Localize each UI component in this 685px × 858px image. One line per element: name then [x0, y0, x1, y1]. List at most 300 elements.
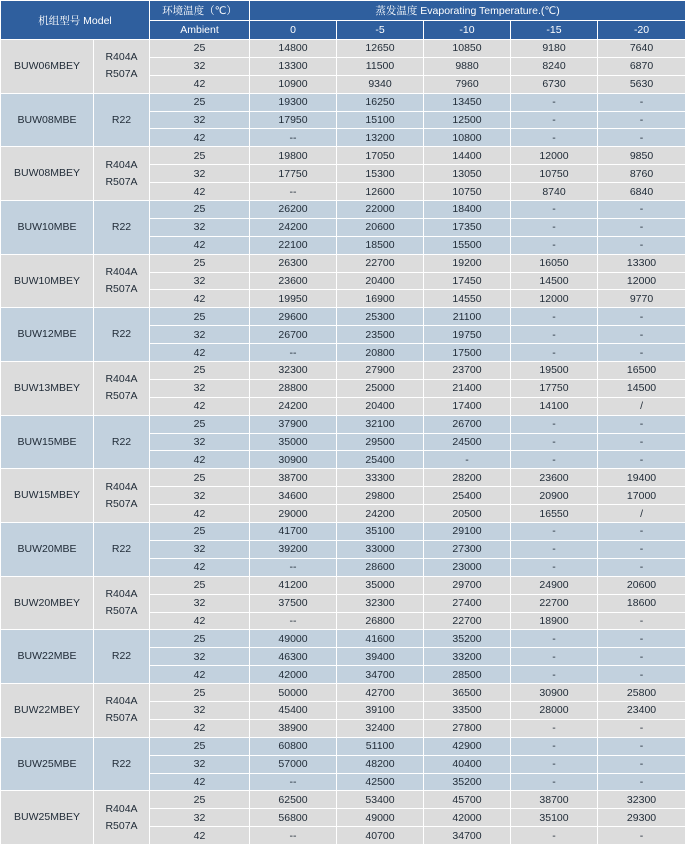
capacity-cell: 24500 [424, 433, 511, 451]
capacity-cell: 56800 [250, 809, 337, 827]
capacity-cell: 53400 [337, 791, 424, 809]
model-cell: BUW13MBEY [1, 362, 94, 416]
refrigerant-cell [94, 308, 150, 362]
model-group [1, 254, 685, 308]
refrigerant-name: R404A [105, 158, 138, 171]
capacity-cell: 9850 [598, 147, 685, 165]
capacity-cell: 34700 [337, 666, 424, 684]
capacity-cell: 60800 [250, 737, 337, 755]
capacity-cell: 16500 [598, 362, 685, 380]
capacity-cell: - [511, 558, 598, 576]
ambient-cell: 42 [150, 290, 250, 308]
capacity-cell: 35000 [250, 433, 337, 451]
capacity-cell: - [511, 433, 598, 451]
capacity-cell: 25400 [337, 451, 424, 469]
model-cell: BUW06MBEY [1, 40, 94, 94]
model-cell: BUW08MBE [1, 93, 94, 147]
model-cell: BUW22MBE [1, 630, 94, 684]
capacity-cell: 33300 [337, 469, 424, 487]
capacity-cell: 24900 [511, 576, 598, 594]
refrigerant-cell [94, 737, 150, 791]
capacity-cell: 20400 [337, 272, 424, 290]
ambient-cell: 25 [150, 308, 250, 326]
capacity-cell: 6730 [511, 75, 598, 93]
capacity-cell: - [511, 93, 598, 111]
table-row [1, 791, 685, 809]
ambient-cell: 42 [150, 666, 250, 684]
capacity-cell: 24200 [337, 505, 424, 523]
ambient-cell: 25 [150, 523, 250, 541]
ambient-cell: 42 [150, 612, 250, 630]
capacity-cell: - [598, 558, 685, 576]
capacity-cell: 39200 [250, 540, 337, 558]
capacity-cell: 15100 [337, 111, 424, 129]
capacity-cell: 26700 [424, 415, 511, 433]
table-row [1, 40, 685, 58]
capacity-cell: 10750 [424, 183, 511, 201]
refrigerant-name: R507A [105, 390, 138, 403]
capacity-cell: / [598, 505, 685, 523]
capacity-cell: 6870 [598, 57, 685, 75]
capacity-cell: - [598, 612, 685, 630]
capacity-cell: - [511, 523, 598, 541]
capacity-cell: 14800 [250, 40, 337, 58]
capacity-cell: 19750 [424, 326, 511, 344]
capacity-cell: 38700 [250, 469, 337, 487]
capacity-cell: 16900 [337, 290, 424, 308]
ambient-cell: 25 [150, 254, 250, 272]
refrigerant-name: R507A [105, 819, 138, 832]
refrigerant-cell [94, 147, 150, 201]
capacity-cell: - [598, 755, 685, 773]
capacity-cell: - [511, 540, 598, 558]
capacity-cell: 16050 [511, 254, 598, 272]
table-row [1, 254, 685, 272]
capacity-cell: 28200 [424, 469, 511, 487]
table-row [1, 362, 685, 380]
capacity-cell: 23400 [598, 701, 685, 719]
capacity-cell: 9340 [337, 75, 424, 93]
model-group [1, 469, 685, 523]
ambient-cell: 42 [150, 397, 250, 415]
ambient-header-en: Ambient [150, 21, 250, 40]
capacity-cell: 46300 [250, 648, 337, 666]
ambient-cell: 25 [150, 40, 250, 58]
table-row [1, 93, 685, 111]
refrigerant-name: R404A [105, 51, 138, 64]
ambient-cell: 25 [150, 362, 250, 380]
capacity-cell: 13050 [424, 165, 511, 183]
model-cell: BUW20MBEY [1, 576, 94, 630]
capacity-cell: - [598, 236, 685, 254]
capacity-cell: 42700 [337, 684, 424, 702]
capacity-cell: 6840 [598, 183, 685, 201]
ambient-cell: 42 [150, 236, 250, 254]
table-row [1, 415, 685, 433]
model-cell: BUW15MBE [1, 415, 94, 469]
capacity-cell: 32100 [337, 415, 424, 433]
capacity-cell: - [511, 737, 598, 755]
capacity-cell: 8240 [511, 57, 598, 75]
capacity-cell: 7960 [424, 75, 511, 93]
model-group [1, 362, 685, 416]
capacity-cell: 21100 [424, 308, 511, 326]
ambient-cell: 32 [150, 111, 250, 129]
capacity-cell: 9770 [598, 290, 685, 308]
capacity-cell: -- [250, 612, 337, 630]
capacity-cell: 9880 [424, 57, 511, 75]
capacity-cell: - [598, 326, 685, 344]
refrigerant-cell [94, 630, 150, 684]
refrigerant-cell [94, 201, 150, 255]
capacity-cell: 18900 [511, 612, 598, 630]
capacity-cell: - [598, 630, 685, 648]
capacity-cell: 10850 [424, 40, 511, 58]
capacity-cell: 13200 [337, 129, 424, 147]
capacity-cell: - [598, 93, 685, 111]
capacity-cell: - [598, 218, 685, 236]
ambient-cell: 32 [150, 165, 250, 183]
table-row [1, 576, 685, 594]
capacity-cell: 24200 [250, 397, 337, 415]
capacity-cell: 45700 [424, 791, 511, 809]
ambient-cell: 25 [150, 630, 250, 648]
ambient-cell: 42 [150, 344, 250, 362]
refrigerant-cell [94, 684, 150, 738]
capacity-cell: - [511, 451, 598, 469]
capacity-cell: - [511, 129, 598, 147]
ambient-cell: 42 [150, 451, 250, 469]
refrigerant-name: R507A [105, 68, 138, 81]
ambient-cell: 25 [150, 415, 250, 433]
capacity-cell: -- [250, 183, 337, 201]
capacity-cell: 18600 [598, 594, 685, 612]
capacity-cell: - [511, 111, 598, 129]
ambient-cell: 42 [150, 505, 250, 523]
ambient-cell: 32 [150, 487, 250, 505]
capacity-cell: 17350 [424, 218, 511, 236]
model-cell: BUW20MBE [1, 523, 94, 577]
refrigerant-cell [94, 40, 150, 94]
ambient-header-cn: 环境温度（℃） [150, 1, 250, 21]
model-cell: BUW25MBE [1, 737, 94, 791]
capacity-cell: 22100 [250, 236, 337, 254]
capacity-cell: 22700 [337, 254, 424, 272]
capacity-cell: 50000 [250, 684, 337, 702]
capacity-cell: 29700 [424, 576, 511, 594]
capacity-cell: -- [250, 827, 337, 845]
capacity-cell: 48200 [337, 755, 424, 773]
capacity-cell: - [598, 773, 685, 791]
ambient-cell: 32 [150, 379, 250, 397]
capacity-cell: 35100 [337, 523, 424, 541]
capacity-cell: 17400 [424, 397, 511, 415]
refrigerant-cell [94, 415, 150, 469]
capacity-cell: 14500 [511, 272, 598, 290]
capacity-cell: 17500 [424, 344, 511, 362]
capacity-cell: 41700 [250, 523, 337, 541]
ambient-cell: 32 [150, 648, 250, 666]
capacity-cell: - [598, 666, 685, 684]
capacity-cell: 21400 [424, 379, 511, 397]
refrigerant-name: R404A [105, 588, 138, 601]
model-header: 机组型号 Model [1, 1, 150, 40]
capacity-cell: - [511, 755, 598, 773]
capacity-cell: 18500 [337, 236, 424, 254]
capacity-cell: 29500 [337, 433, 424, 451]
capacity-cell: 17450 [424, 272, 511, 290]
capacity-cell: 42900 [424, 737, 511, 755]
capacity-cell: - [511, 773, 598, 791]
capacity-cell: 42000 [424, 809, 511, 827]
capacity-cell: 28000 [511, 701, 598, 719]
capacity-cell: 19200 [424, 254, 511, 272]
capacity-cell: - [598, 523, 685, 541]
capacity-cell: 12000 [511, 290, 598, 308]
capacity-cell: - [598, 648, 685, 666]
capacity-cell: 28600 [337, 558, 424, 576]
model-group [1, 523, 685, 577]
table-row [1, 630, 685, 648]
capacity-cell: - [598, 737, 685, 755]
capacity-cell: - [598, 308, 685, 326]
model-group [1, 630, 685, 684]
capacity-cell: -- [250, 773, 337, 791]
capacity-cell: - [511, 719, 598, 737]
capacity-cell: 35000 [337, 576, 424, 594]
capacity-cell: 45400 [250, 701, 337, 719]
capacity-cell: 15500 [424, 236, 511, 254]
capacity-cell: 42500 [337, 773, 424, 791]
capacity-cell: 15300 [337, 165, 424, 183]
capacity-cell: 17000 [598, 487, 685, 505]
capacity-cell: - [598, 415, 685, 433]
capacity-cell: 30900 [511, 684, 598, 702]
model-group [1, 308, 685, 362]
capacity-cell: 41200 [250, 576, 337, 594]
capacity-cell: 38700 [511, 791, 598, 809]
capacity-cell: - [424, 451, 511, 469]
capacity-cell: 29000 [250, 505, 337, 523]
table-row [1, 737, 685, 755]
model-group [1, 147, 685, 201]
refrigerant-name: R507A [105, 605, 138, 618]
ambient-cell: 32 [150, 540, 250, 558]
evap-temp-header: -5 [337, 21, 424, 40]
capacity-cell: 10750 [511, 165, 598, 183]
model-group [1, 415, 685, 469]
evap-temp-header: -15 [511, 21, 598, 40]
capacity-cell: 42000 [250, 666, 337, 684]
refrigerant-name: R22 [111, 220, 132, 233]
capacity-cell: 23500 [337, 326, 424, 344]
capacity-cell: 17050 [337, 147, 424, 165]
capacity-cell: 29300 [598, 809, 685, 827]
refrigerant-cell [94, 254, 150, 308]
table-row [1, 469, 685, 487]
ambient-cell: 25 [150, 147, 250, 165]
ambient-cell: 42 [150, 183, 250, 201]
model-group [1, 93, 685, 147]
ambient-cell: 25 [150, 737, 250, 755]
capacity-cell: - [598, 344, 685, 362]
capacity-cell: - [511, 201, 598, 219]
ambient-cell: 42 [150, 558, 250, 576]
model-cell: BUW15MBEY [1, 469, 94, 523]
ambient-cell: 32 [150, 809, 250, 827]
capacity-cell: 9180 [511, 40, 598, 58]
capacity-cell: 38900 [250, 719, 337, 737]
ambient-cell: 25 [150, 576, 250, 594]
capacity-cell: - [511, 415, 598, 433]
capacity-cell: 25400 [424, 487, 511, 505]
capacity-cell: 12600 [337, 183, 424, 201]
refrigerant-name: R22 [111, 650, 132, 663]
ambient-cell: 32 [150, 433, 250, 451]
model-cell: BUW08MBEY [1, 147, 94, 201]
capacity-cell: 49000 [337, 809, 424, 827]
capacity-cell: 12000 [511, 147, 598, 165]
capacity-cell: 40700 [337, 827, 424, 845]
capacity-cell: 14500 [598, 379, 685, 397]
ambient-cell: 25 [150, 791, 250, 809]
capacity-cell: 20900 [511, 487, 598, 505]
refrigerant-name: R404A [105, 480, 138, 493]
capacity-cell: 22000 [337, 201, 424, 219]
capacity-cell: - [511, 648, 598, 666]
capacity-cell: 25300 [337, 308, 424, 326]
capacity-cell: - [598, 719, 685, 737]
capacity-cell: 17950 [250, 111, 337, 129]
capacity-cell: 17750 [511, 379, 598, 397]
capacity-cell: 20600 [337, 218, 424, 236]
model-cell: BUW10MBE [1, 201, 94, 255]
capacity-cell: 26200 [250, 201, 337, 219]
evap-temp-header: -10 [424, 21, 511, 40]
capacity-cell: 22700 [424, 612, 511, 630]
refrigerant-name: R507A [105, 497, 138, 510]
capacity-cell: 51100 [337, 737, 424, 755]
capacity-cell: 32300 [337, 594, 424, 612]
model-cell: BUW22MBEY [1, 684, 94, 738]
refrigerant-name: R22 [111, 328, 132, 341]
refrigerant-name: R22 [111, 757, 132, 770]
capacity-cell: 32300 [598, 791, 685, 809]
capacity-cell: 24200 [250, 218, 337, 236]
capacity-cell: 10800 [424, 129, 511, 147]
capacity-cell: 34700 [424, 827, 511, 845]
capacity-cell: 8760 [598, 165, 685, 183]
capacity-cell: 23600 [250, 272, 337, 290]
capacity-cell: 22700 [511, 594, 598, 612]
ambient-cell: 42 [150, 129, 250, 147]
capacity-cell: 12500 [424, 111, 511, 129]
capacity-cell: 35200 [424, 630, 511, 648]
refrigerant-cell [94, 93, 150, 147]
capacity-cell: 33000 [337, 540, 424, 558]
capacity-cell: - [511, 827, 598, 845]
ambient-cell: 42 [150, 773, 250, 791]
capacity-cell: 34600 [250, 487, 337, 505]
capacity-cell: 19500 [511, 362, 598, 380]
capacity-cell: - [511, 308, 598, 326]
ambient-cell: 32 [150, 326, 250, 344]
capacity-cell: - [511, 236, 598, 254]
capacity-cell: -- [250, 344, 337, 362]
capacity-cell: 19300 [250, 93, 337, 111]
table-header [1, 1, 685, 40]
capacity-cell: 18400 [424, 201, 511, 219]
capacity-cell: 8740 [511, 183, 598, 201]
capacity-cell: - [598, 827, 685, 845]
capacity-cell: 30900 [250, 451, 337, 469]
capacity-cell: 23700 [424, 362, 511, 380]
table-row [1, 147, 685, 165]
capacity-cell: - [598, 451, 685, 469]
ambient-cell: 42 [150, 827, 250, 845]
capacity-cell: 26800 [337, 612, 424, 630]
capacity-cell: 62500 [250, 791, 337, 809]
capacity-cell: 23600 [511, 469, 598, 487]
capacity-cell: 10900 [250, 75, 337, 93]
ambient-cell: 32 [150, 701, 250, 719]
capacity-cell: - [511, 218, 598, 236]
capacity-cell: - [598, 433, 685, 451]
model-group [1, 201, 685, 255]
capacity-cell: - [598, 111, 685, 129]
capacity-cell: 36500 [424, 684, 511, 702]
capacity-cell: 27400 [424, 594, 511, 612]
refrigerant-cell [94, 469, 150, 523]
evap-header: 蒸发温度 Evaporating Temperature.(℃) [250, 1, 685, 21]
ambient-cell: 32 [150, 57, 250, 75]
capacity-cell: 41600 [337, 630, 424, 648]
evap-temp-header: -20 [598, 21, 685, 40]
capacity-cell: -- [250, 558, 337, 576]
capacity-cell: 26300 [250, 254, 337, 272]
model-cell: BUW25MBEY [1, 791, 94, 845]
refrigerant-name: R404A [105, 695, 138, 708]
capacity-cell: 28800 [250, 379, 337, 397]
refrigerant-cell [94, 362, 150, 416]
capacity-cell: 20600 [598, 576, 685, 594]
refrigerant-cell [94, 791, 150, 845]
capacity-cell: - [511, 630, 598, 648]
model-group [1, 576, 685, 630]
ambient-cell: 25 [150, 93, 250, 111]
capacity-cell: 29800 [337, 487, 424, 505]
table-row [1, 308, 685, 326]
capacity-cell: 28500 [424, 666, 511, 684]
capacity-cell: 19950 [250, 290, 337, 308]
ambient-cell: 42 [150, 75, 250, 93]
capacity-cell: / [598, 397, 685, 415]
capacity-cell: 27300 [424, 540, 511, 558]
capacity-cell: 16550 [511, 505, 598, 523]
capacity-cell: 40400 [424, 755, 511, 773]
capacity-cell: 5630 [598, 75, 685, 93]
capacity-cell: 12650 [337, 40, 424, 58]
table-row [1, 201, 685, 219]
refrigerant-name: R507A [105, 175, 138, 188]
table-row [1, 684, 685, 702]
capacity-cell: 19800 [250, 147, 337, 165]
capacity-cell: 14550 [424, 290, 511, 308]
table-row [1, 523, 685, 541]
capacity-cell: 25800 [598, 684, 685, 702]
capacity-cell: 20800 [337, 344, 424, 362]
capacity-cell: 35100 [511, 809, 598, 827]
